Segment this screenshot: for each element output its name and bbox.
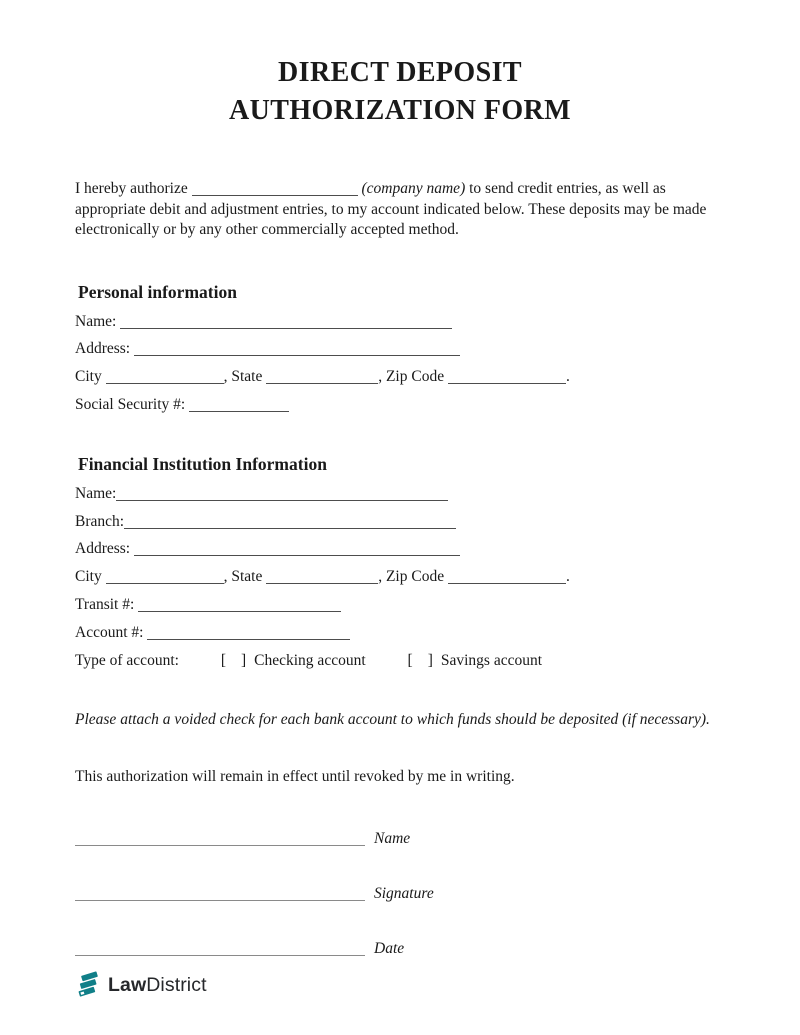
financial-account-row <box>75 619 713 647</box>
financial-city-label: City <box>75 568 102 586</box>
financial-account-fill-line[interactable] <box>147 627 350 640</box>
open-bracket: [ <box>220 651 226 669</box>
company-name-hint: (company name) <box>361 180 466 198</box>
lawdistrict-logo <box>75 970 713 1000</box>
signature-date-label: Date <box>374 940 405 958</box>
intro-paragraph <box>75 179 717 241</box>
savings-account-option <box>408 652 543 669</box>
open-bracket: [ <box>407 651 413 669</box>
close-bracket: ] <box>240 651 247 669</box>
personal-name-label: Name: <box>75 312 117 330</box>
signature-date-row <box>75 938 713 959</box>
financial-transit-label: Transit #: <box>75 595 135 613</box>
personal-state-fill-line[interactable] <box>266 371 378 384</box>
financial-branch-fill-line[interactable] <box>124 516 456 529</box>
comma: , <box>223 368 228 386</box>
comma: , <box>223 568 228 586</box>
financial-account-label: Account #: <box>75 623 144 641</box>
personal-state-label: State <box>231 368 263 386</box>
financial-address-fill-line[interactable] <box>134 543 460 556</box>
personal-ssn-fill-line[interactable] <box>189 399 289 412</box>
personal-info-section <box>75 308 713 419</box>
signature-date-fill-line[interactable] <box>75 943 365 956</box>
financial-name-fill-line[interactable] <box>116 488 448 501</box>
financial-city-fill-line[interactable] <box>106 571 224 584</box>
financial-transit-fill-line[interactable] <box>138 599 341 612</box>
intro-lead: I hereby authorize <box>75 180 188 198</box>
period: . <box>565 568 570 586</box>
signature-sign-label: Signature <box>374 885 434 903</box>
page-title <box>0 54 800 129</box>
financial-name-label: Name: <box>75 484 117 502</box>
personal-zip-label: Zip Code <box>385 368 445 386</box>
savings-account-checkbox[interactable] <box>408 652 433 669</box>
financial-branch-row <box>75 508 713 536</box>
financial-state-label: State <box>231 568 263 586</box>
intro-rest: to send credit entries, as well as appropriate debit and adjustment entries, to my account indicated below. These deposits may be made electronically or by any other commercially accepted method. <box>75 180 707 239</box>
personal-city-fill-line[interactable] <box>106 371 224 384</box>
financial-state-fill-line[interactable] <box>266 571 378 584</box>
financial-city-state-zip-row <box>75 563 713 591</box>
lawdistrict-wordmark <box>108 974 207 997</box>
savings-account-label: Savings account <box>440 651 543 669</box>
personal-name-row <box>75 308 713 336</box>
financial-address-label: Address: <box>75 540 131 558</box>
personal-city-label: City <box>75 368 102 386</box>
period: . <box>565 368 570 386</box>
personal-address-fill-line[interactable] <box>134 343 460 356</box>
personal-address-label: Address: <box>75 340 131 358</box>
authorization-note: This authorization will remain in effect until revoked by me in writing. <box>75 768 515 786</box>
personal-zip-fill-line[interactable] <box>448 371 566 384</box>
signature-name-label: Name <box>374 830 411 848</box>
title-line-1: DIRECT DEPOSIT <box>278 57 522 88</box>
lawdistrict-stack-icon <box>75 970 103 1000</box>
personal-name-fill-line[interactable] <box>120 316 452 329</box>
financial-name-row <box>75 480 713 508</box>
financial-info-heading: Financial Institution Information <box>78 453 327 474</box>
personal-ssn-label: Social Security #: <box>75 395 186 413</box>
comma: , <box>378 368 383 386</box>
signature-sign-fill-line[interactable] <box>75 888 365 901</box>
checking-account-option <box>221 652 366 669</box>
personal-ssn-row <box>75 391 713 419</box>
financial-zip-label: Zip Code <box>385 568 445 586</box>
financial-branch-label: Branch: <box>75 512 125 530</box>
personal-address-row <box>75 335 713 363</box>
voided-check-note: Please attach a voided check for each bank account to which funds should be deposited (if necessary). <box>75 711 710 729</box>
personal-info-heading: Personal information <box>78 281 237 302</box>
financial-info-section <box>75 480 713 675</box>
account-type-row <box>75 647 713 675</box>
company-name-fill-line[interactable] <box>192 183 358 196</box>
account-type-label: Type of account: <box>75 651 179 669</box>
signature-sign-row <box>75 883 713 904</box>
signature-name-fill-line[interactable] <box>75 833 365 846</box>
close-bracket: ] <box>427 651 433 669</box>
financial-transit-row <box>75 591 713 619</box>
logo-district-text: District <box>146 973 207 996</box>
title-line-2: AUTHORIZATION FORM <box>229 94 571 126</box>
comma: , <box>378 568 383 586</box>
signature-name-row <box>75 828 713 849</box>
financial-zip-fill-line[interactable] <box>448 571 566 584</box>
checking-account-checkbox[interactable] <box>221 652 246 669</box>
logo-law-text: Law <box>108 973 147 996</box>
personal-city-state-zip-row <box>75 363 713 391</box>
checking-account-label: Checking account <box>254 651 366 669</box>
financial-address-row <box>75 535 713 563</box>
